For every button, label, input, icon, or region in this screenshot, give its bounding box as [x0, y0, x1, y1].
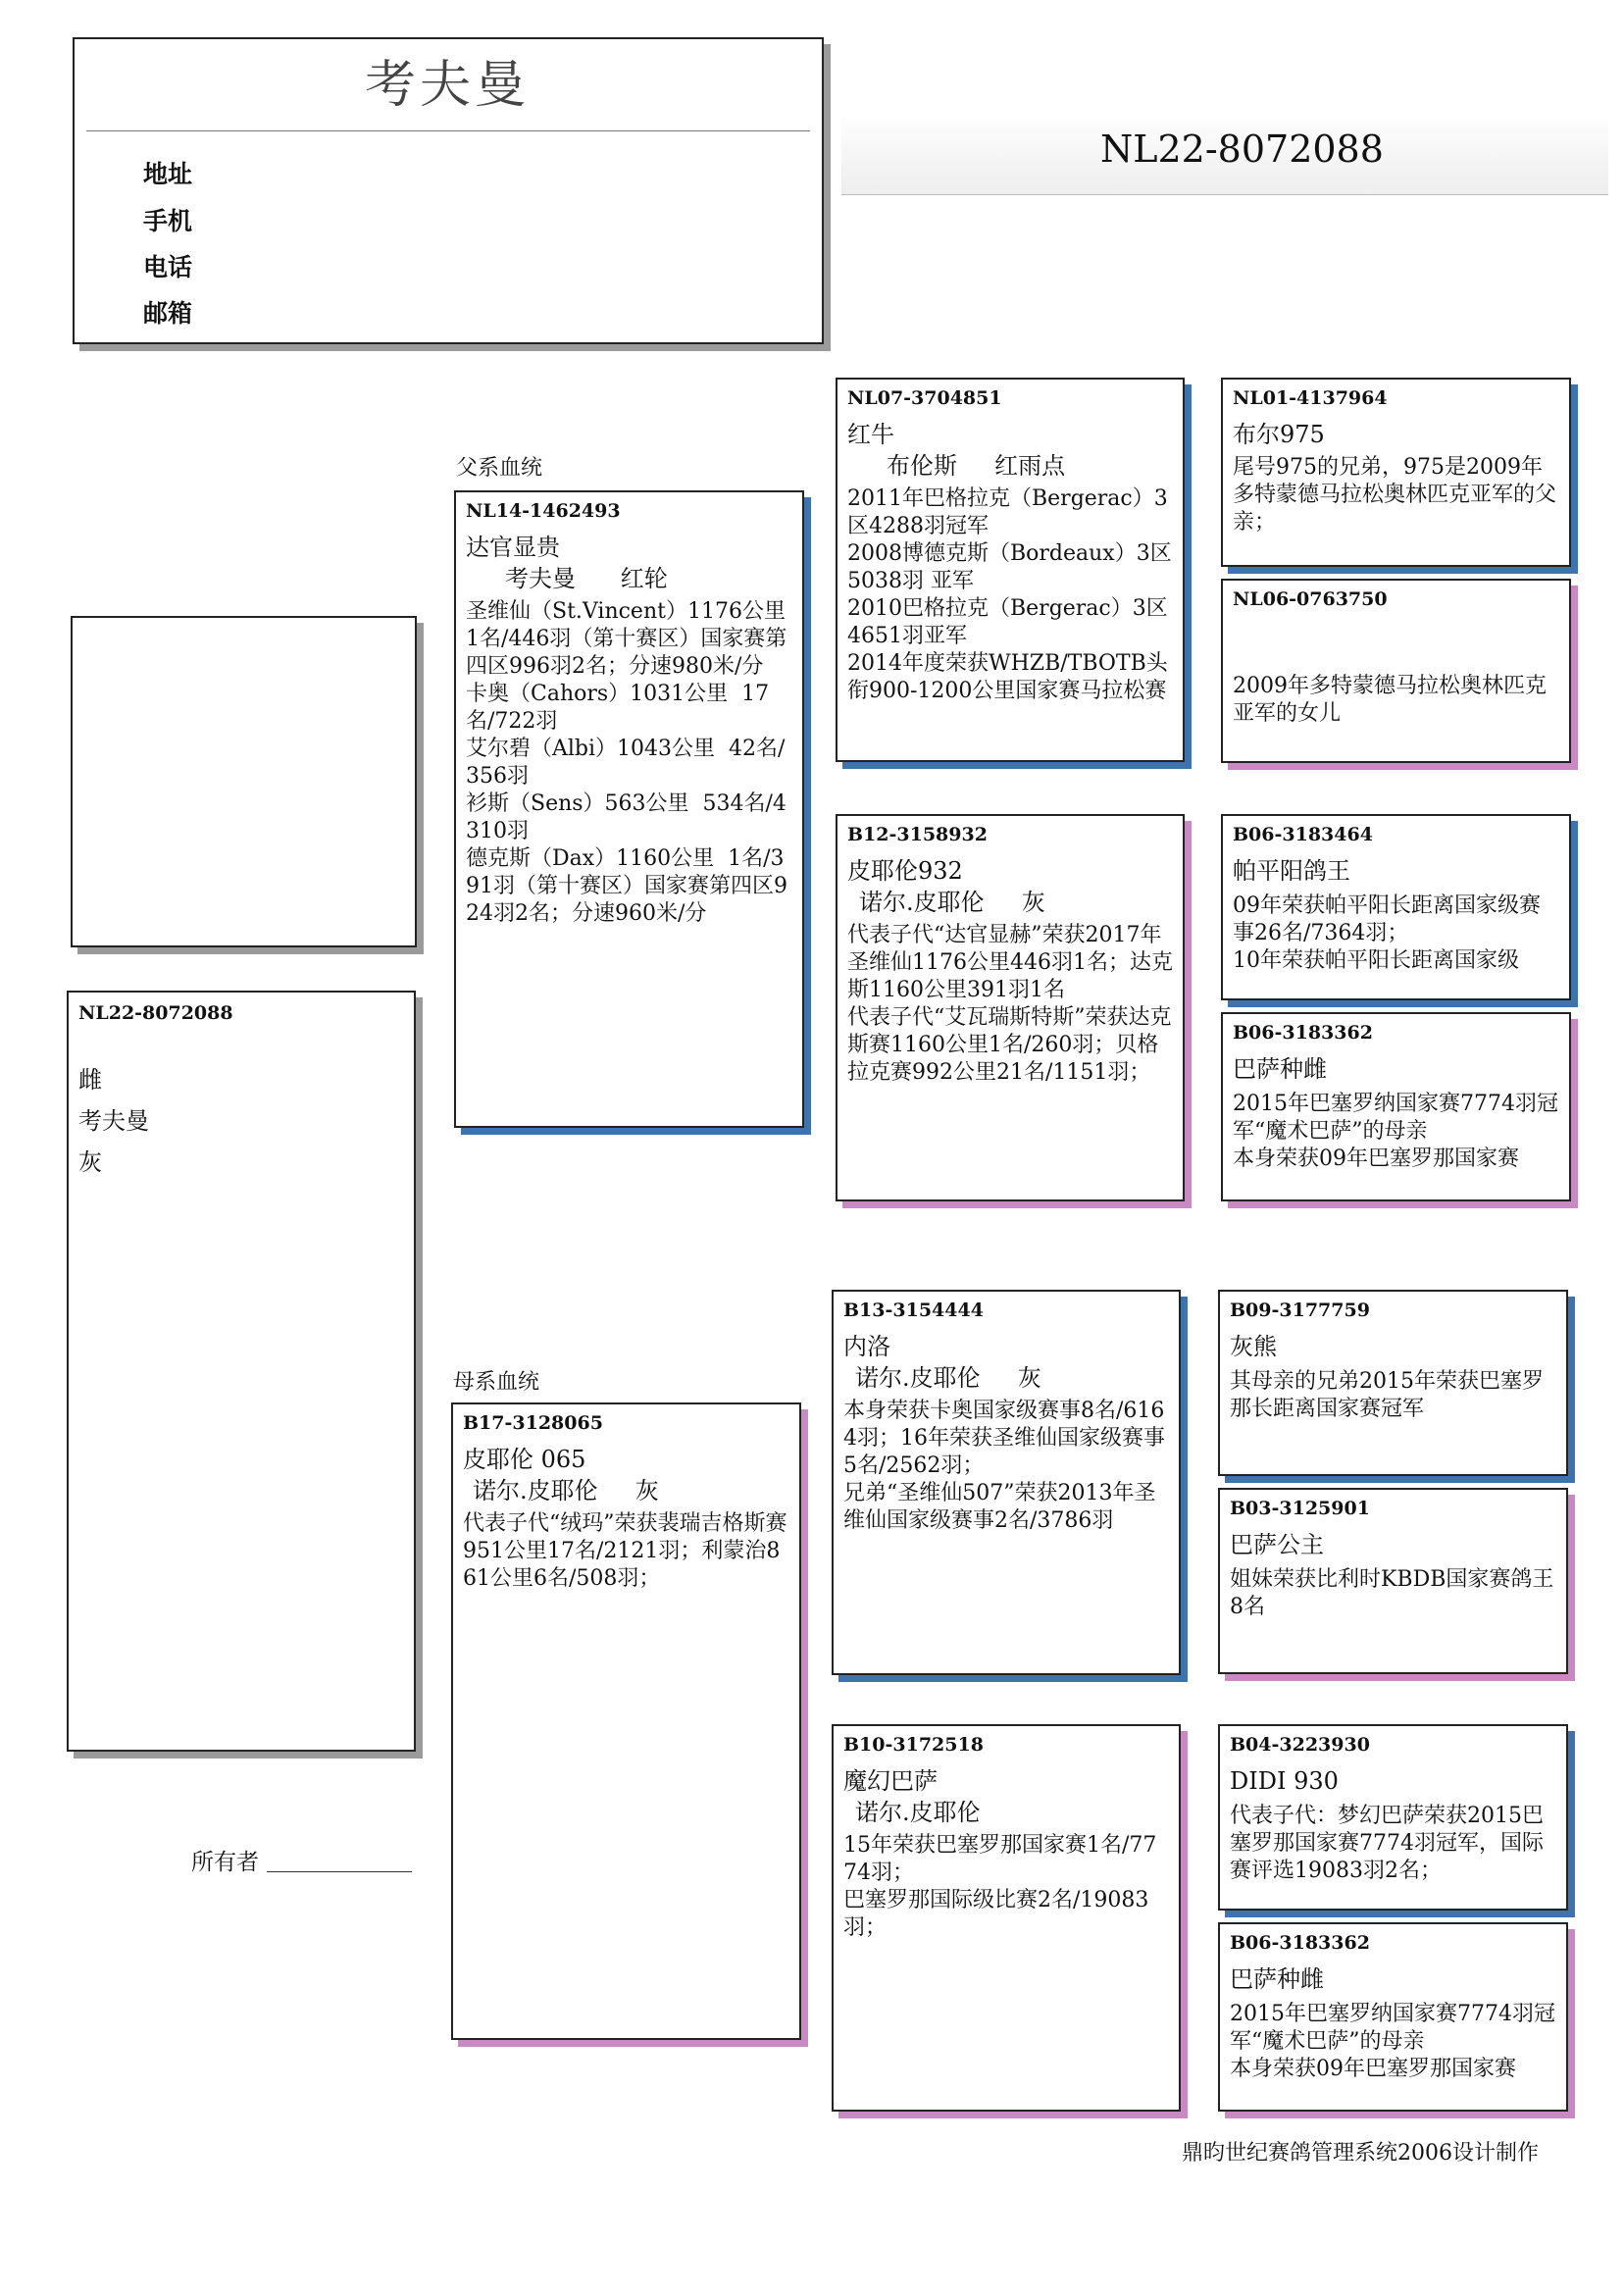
subject-name: 考夫曼: [78, 1107, 149, 1135]
g3-ring: B04-3223930: [1230, 1734, 1370, 1756]
g3-ring: B06-3183464: [1233, 824, 1373, 845]
subject-sex: 雌: [78, 1066, 102, 1094]
g3-description: 2009年多特蒙德马拉松奥林匹克亚军的女儿: [1233, 674, 1547, 726]
g3-ring: B06-3183362: [1233, 1022, 1373, 1044]
photo-box: [71, 616, 417, 947]
g3-name: 巴萨种雌: [1230, 1965, 1324, 1993]
g3-box: [1218, 1724, 1568, 1911]
g3-name: 布尔975: [1233, 421, 1325, 448]
ring-number-strip: [841, 118, 1608, 195]
ring-number-title: NL22-8072088: [1100, 127, 1384, 171]
dam-dam-ring: B10-3172518: [843, 1734, 984, 1756]
dam-sire-ring: B13-3154444: [843, 1300, 984, 1321]
dam-dam-box: [832, 1724, 1181, 2112]
dam-sire-owner-color: 诺尔.皮耶伦 灰: [855, 1364, 1041, 1392]
g3-box: [1218, 1290, 1568, 1476]
sire-box: [454, 490, 804, 1128]
dam-owner-color: 诺尔.皮耶伦 灰: [473, 1477, 659, 1504]
g3-box: [1221, 814, 1571, 1000]
sire-sire-box: [836, 378, 1185, 762]
breeder-name: 考夫曼: [365, 56, 531, 115]
sire-dam-owner-color: 诺尔.皮耶伦 灰: [859, 889, 1045, 916]
sire-sire-ring: NL07-3704851: [847, 387, 1002, 409]
g3-ring: NL01-4137964: [1233, 387, 1388, 409]
subject-box: [67, 991, 416, 1752]
g3-box: [1221, 378, 1571, 567]
g3-box: [1218, 1488, 1568, 1674]
address-label: 地址: [143, 160, 193, 188]
g3-description: 其母亲的兄弟2015年荣获巴塞罗那长距离国家赛冠军: [1230, 1369, 1544, 1421]
dam-sire-description: 本身荣获卡奥国家级赛事8名/6164羽；16年荣获圣维仙国家级赛事5名/2562羽； 兄弟“圣维仙507”荣获2013年圣维仙国家级赛事2名/3786羽: [843, 1399, 1165, 1533]
dam-sire-name: 内洛: [843, 1333, 890, 1360]
g3-ring: B03-3125901: [1230, 1498, 1370, 1519]
g3-box: [1221, 579, 1571, 763]
dam-name: 皮耶伦 065: [463, 1446, 586, 1473]
dam-sire-box: [832, 1290, 1181, 1675]
g3-description: 姐妹荣获比利时KBDB国家赛鸽王8名: [1230, 1567, 1554, 1619]
sire-dam-box: [836, 814, 1185, 1201]
g3-ring: B09-3177759: [1230, 1300, 1370, 1321]
g3-name: [1233, 620, 1559, 651]
g3-name: 巴萨种雌: [1233, 1055, 1327, 1083]
g3-name: 巴萨公主: [1230, 1531, 1324, 1558]
header-divider: [86, 130, 810, 131]
subject-color: 灰: [78, 1148, 102, 1176]
breeder-header-box: [73, 37, 824, 344]
dam-ring: B17-3128065: [463, 1412, 603, 1434]
phone-label: 电话: [143, 253, 193, 281]
sire-name: 达官显贵: [466, 534, 560, 561]
owner-signature-line: [267, 1871, 412, 1872]
dam-dam-description: 15年荣获巴塞罗那国家赛1名/7774羽； 巴塞罗那国际级比赛2名/19083羽；: [843, 1833, 1157, 1940]
sire-owner-color: 考夫曼 红轮: [505, 565, 668, 592]
g3-description: 代表子代：梦幻巴萨荣获2015巴塞罗那国家赛7774羽冠军，国际赛评选19083羽2名；: [1230, 1804, 1544, 1883]
g3-name: 灰熊: [1230, 1333, 1277, 1360]
owner-label: 所有者: [191, 1850, 259, 1875]
sire-sire-description: 2011年巴格拉克（Bergerac）3区4288羽冠军 2008博德克斯（Bordeaux）3区 5038羽 亚军 2010巴格拉克（Bergerac）3区 4651羽亚军 2014年度荣获WHZB/TBOTB头衔900-1200公里国家赛马拉松赛: [847, 486, 1172, 703]
g3-description: 2015年巴塞罗纳国家赛7774羽冠军“魔术巴萨”的母亲 本身荣获09年巴塞罗那国家赛: [1230, 2002, 1555, 2081]
g3-description: 2015年巴塞罗纳国家赛7774羽冠军“魔术巴萨”的母亲 本身荣获09年巴塞罗那国家赛: [1233, 1092, 1558, 1171]
g3-description: 尾号975的兄弟，975是2009年多特蒙德马拉松奥林匹克亚军的父亲；: [1233, 455, 1557, 535]
g3-ring: NL06-0763750: [1233, 588, 1388, 610]
email-label: 邮箱: [143, 299, 193, 328]
sire-sire-name: 红牛: [847, 421, 894, 448]
footer-credit: 鼎昀世纪赛鸽管理系统2006设计制作: [1182, 2141, 1539, 2166]
subject-ring: NL22-8072088: [78, 1002, 233, 1024]
dam-box: [451, 1402, 801, 2040]
sire-dam-ring: B12-3158932: [847, 824, 988, 845]
sire-dam-description: 代表子代“达官显赫”荣获2017年圣维仙1176公里446羽1名；达克斯1160公里391羽1名 代表子代“艾瓦瑞斯特斯”荣获达克斯赛1160公里1名/260羽；贝格拉克赛992公里21名/1151羽；: [847, 923, 1173, 1085]
sire-line-label: 父系血统: [456, 456, 543, 481]
g3-name: 帕平阳鸽王: [1233, 857, 1350, 885]
dam-description: 代表子代“绒玛”荣获裴瑞吉格斯赛951公里17名/2121羽；利蒙治861公里6名/508羽；: [463, 1511, 787, 1591]
sire-sire-owner-color: 布伦斯 红雨点: [887, 452, 1066, 480]
mobile-label: 手机: [143, 207, 193, 235]
g3-name: DIDI 930: [1230, 1767, 1339, 1795]
g3-box: [1221, 1012, 1571, 1201]
sire-description: 圣维仙（St.Vincent）1176公里 1名/446羽（第十赛区）国家赛第四区996羽2名；分速980米/分 卡奥（Cahors）1031公里 17名/722羽 艾尔碧（Albi）1043公里 42名/356羽 衫斯（Sens）563公里 534名/4310羽 德克斯（Dax）1160公里 1名/391羽（第十赛区）国家赛第四区924羽2名；分速960米/分: [466, 599, 787, 926]
sire-ring: NL14-1462493: [466, 500, 621, 522]
sire-dam-name: 皮耶伦932: [847, 857, 963, 885]
g3-description: 09年荣获帕平阳长距离国家级赛事26名/7364羽； 10年荣获帕平阳长距离国家级: [1233, 893, 1541, 973]
dam-dam-name: 魔幻巴萨: [843, 1767, 938, 1795]
g3-box: [1218, 1922, 1568, 2112]
dam-line-label: 母系血统: [453, 1370, 540, 1395]
dam-dam-owner-color: 诺尔.皮耶伦: [855, 1799, 981, 1826]
g3-ring: B06-3183362: [1230, 1932, 1370, 1954]
